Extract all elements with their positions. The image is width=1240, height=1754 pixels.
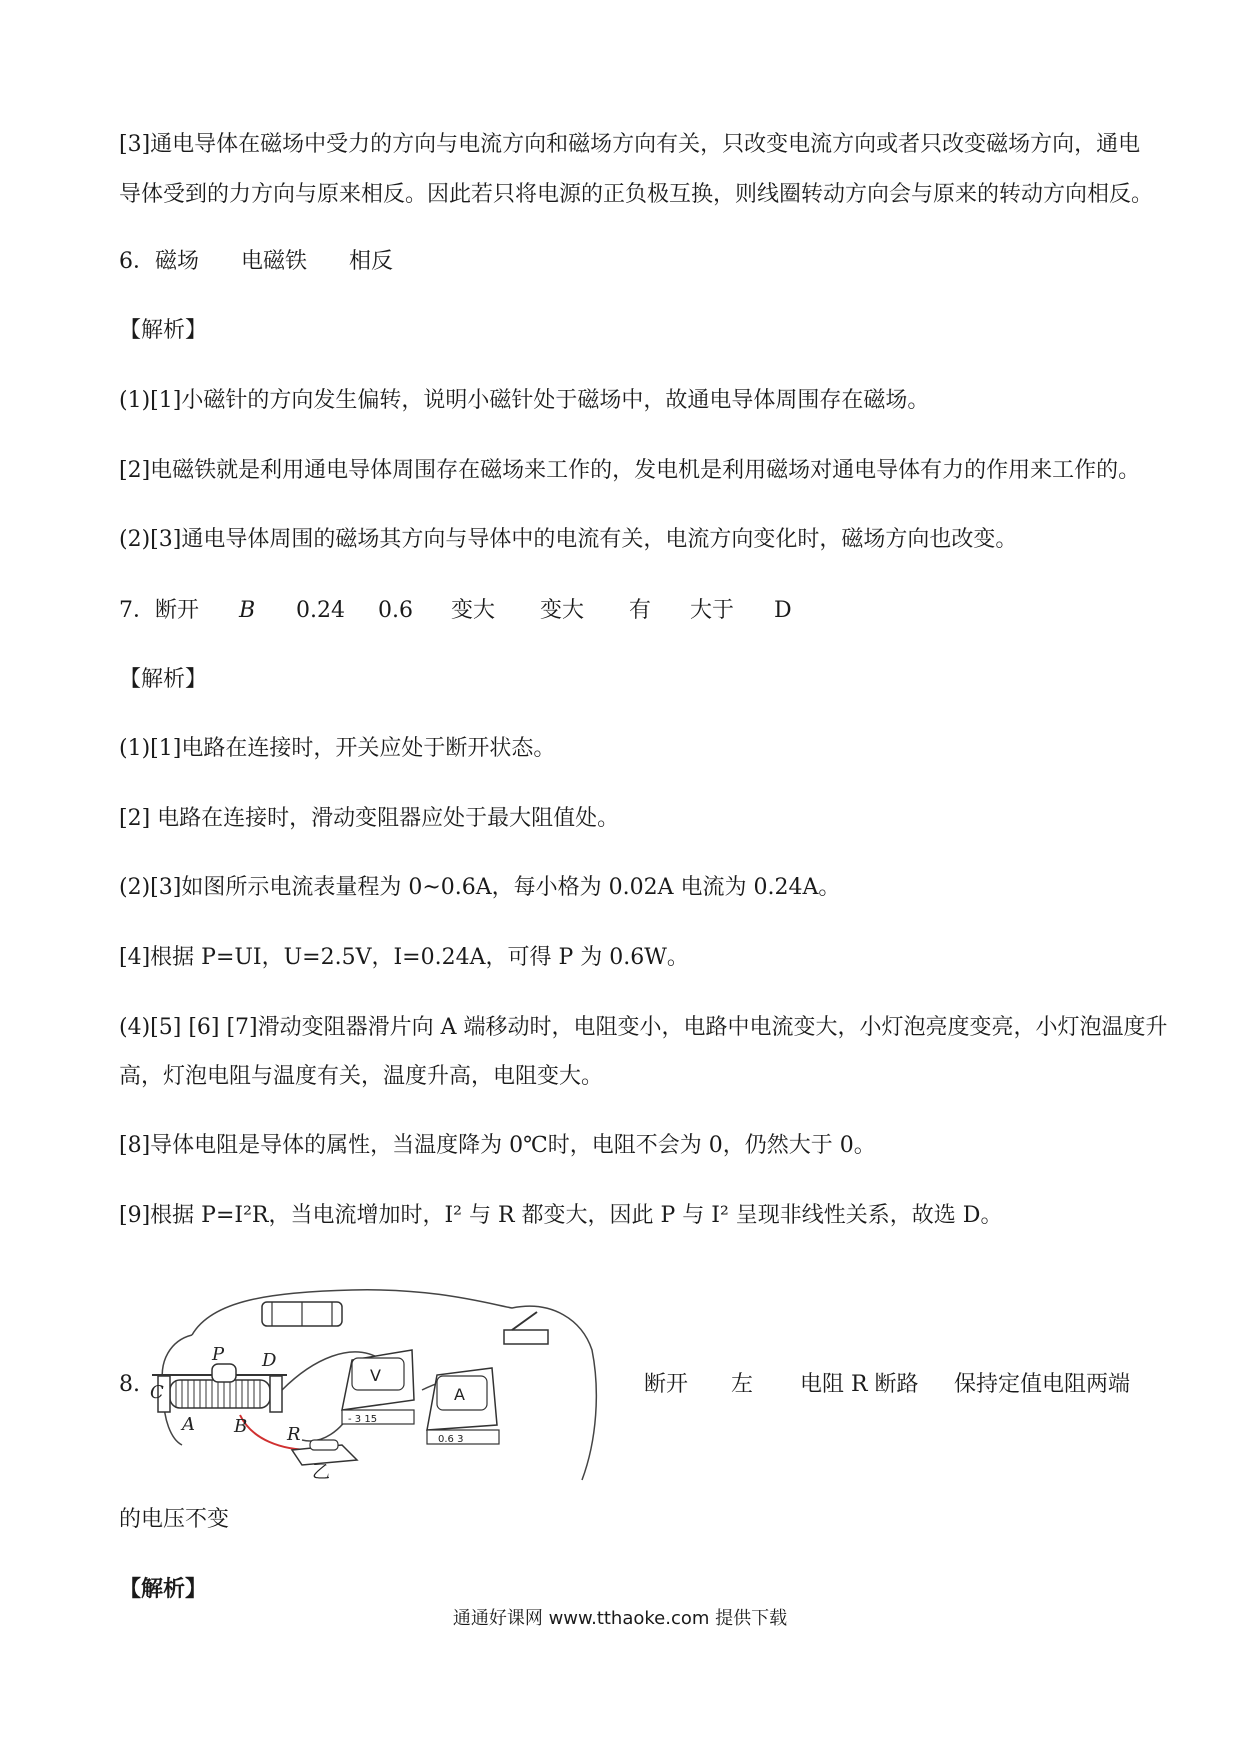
- voltmeter-terminals: - 3 15: [348, 1414, 378, 1425]
- answer-item: 相反: [349, 249, 394, 274]
- page-footer: 通通好课网 www.tthaoke.com 提供下载: [452, 1608, 788, 1629]
- answer-item: D: [774, 598, 792, 623]
- paragraph-line: (2)[3]通电导体周围的磁场其方向与导体中的电流有关，电流方向变化时，磁场方向也改变。: [119, 527, 1018, 552]
- paragraph-line: [9]根据 P=I²R，当电流增加时，I² 与 R 都变大，因此 P 与 I² 呈现非线性关系，故选 D。: [119, 1203, 1003, 1228]
- answer-item: 大于: [690, 598, 735, 623]
- red-wire: [240, 1415, 312, 1450]
- paragraph-line: [3]通电导体在磁场中受力的方向与电流方向和磁场方向有关，只改变电流方向或者只改变磁场方向，通电: [119, 132, 1141, 157]
- answer-item: 6．磁场: [119, 249, 199, 274]
- rheostat: [152, 1364, 287, 1412]
- paragraph-line: (1)[1]电路在连接时，开关应处于断开状态。: [119, 736, 556, 761]
- voltmeter: [342, 1350, 414, 1425]
- paragraph-line: 的电压不变: [119, 1507, 230, 1532]
- answer-item: 变大: [451, 598, 496, 623]
- voltmeter-symbol: V: [370, 1366, 381, 1385]
- analysis-heading: 【解析】: [119, 667, 208, 692]
- paragraph-line: (2)[3]如图所示电流表量程为 0~0.6A，每小格为 0.02A 电流为 0.24A。: [119, 875, 841, 900]
- label-p: P: [212, 1344, 225, 1365]
- figure-caption: 乙: [312, 1462, 330, 1483]
- paragraph-line: [4]根据 P=UI，U=2.5V，I=0.24A，可得 P 为 0.6W。: [119, 945, 689, 970]
- paragraph-line: 导体受到的力方向与原来相反。因此若只将电源的正负极互换，则线圈转动方向会与原来的转动方向相反。: [119, 182, 1154, 207]
- answer-item: 电磁铁: [241, 249, 308, 274]
- battery: [262, 1302, 342, 1326]
- paragraph-line: (4)[5] [6] [7]滑动变阻器滑片向 A 端移动时，电阻变小，电路中电流变大，小灯泡亮度变亮，小灯泡温度升: [119, 1015, 1168, 1040]
- question-number: 8.: [119, 1372, 140, 1397]
- answer-item: 保持定值电阻两端: [954, 1372, 1131, 1397]
- answer-item: 左: [731, 1372, 754, 1397]
- analysis-heading: 【解析】: [119, 318, 208, 343]
- paragraph-line: 高，灯泡电阻与温度有关，温度升高，电阻变大。: [119, 1064, 604, 1089]
- answer-item: 0.6: [378, 598, 413, 623]
- label-c: C: [150, 1382, 164, 1403]
- circuit-figure: [150, 1280, 602, 1483]
- paragraph-line: (1)[1]小磁针的方向发生偏转，说明小磁针处于磁场中，故通电导体周围存在磁场。: [119, 388, 930, 413]
- label-a: A: [182, 1414, 195, 1435]
- switch: [504, 1312, 548, 1344]
- label-r: R: [287, 1424, 301, 1445]
- ammeter: [427, 1368, 499, 1445]
- ammeter-terminals: 0.6 3: [438, 1434, 464, 1445]
- answer-item: 有: [629, 598, 652, 623]
- paragraph-line: [8]导体电阻是导体的属性，当温度降为 0℃时，电阻不会为 0，仍然大于 0。: [119, 1133, 876, 1158]
- answer-item: B: [239, 598, 256, 623]
- label-b: B: [234, 1416, 248, 1437]
- answer-line-q7: [119, 596, 792, 626]
- answer-item: 断开: [644, 1372, 689, 1397]
- ammeter-symbol: A: [454, 1385, 465, 1404]
- paragraph-line: [2] 电路在连接时，滑动变阻器应处于最大阻值处。: [119, 806, 620, 831]
- label-d: D: [262, 1350, 277, 1371]
- paragraph-line: [2]电磁铁就是利用通电导体周围存在磁场来工作的，发电机是利用磁场对通电导体有力的作用来工作的。: [119, 458, 1141, 483]
- answer-item: 变大: [540, 598, 585, 623]
- analysis-heading: 【解析】: [119, 1576, 208, 1602]
- answer-item: 电阻 R 断路: [800, 1372, 919, 1397]
- answer-item: 7．断开: [119, 598, 199, 623]
- answer-line-q6: [119, 247, 393, 277]
- answer-item: 0.24: [296, 598, 345, 623]
